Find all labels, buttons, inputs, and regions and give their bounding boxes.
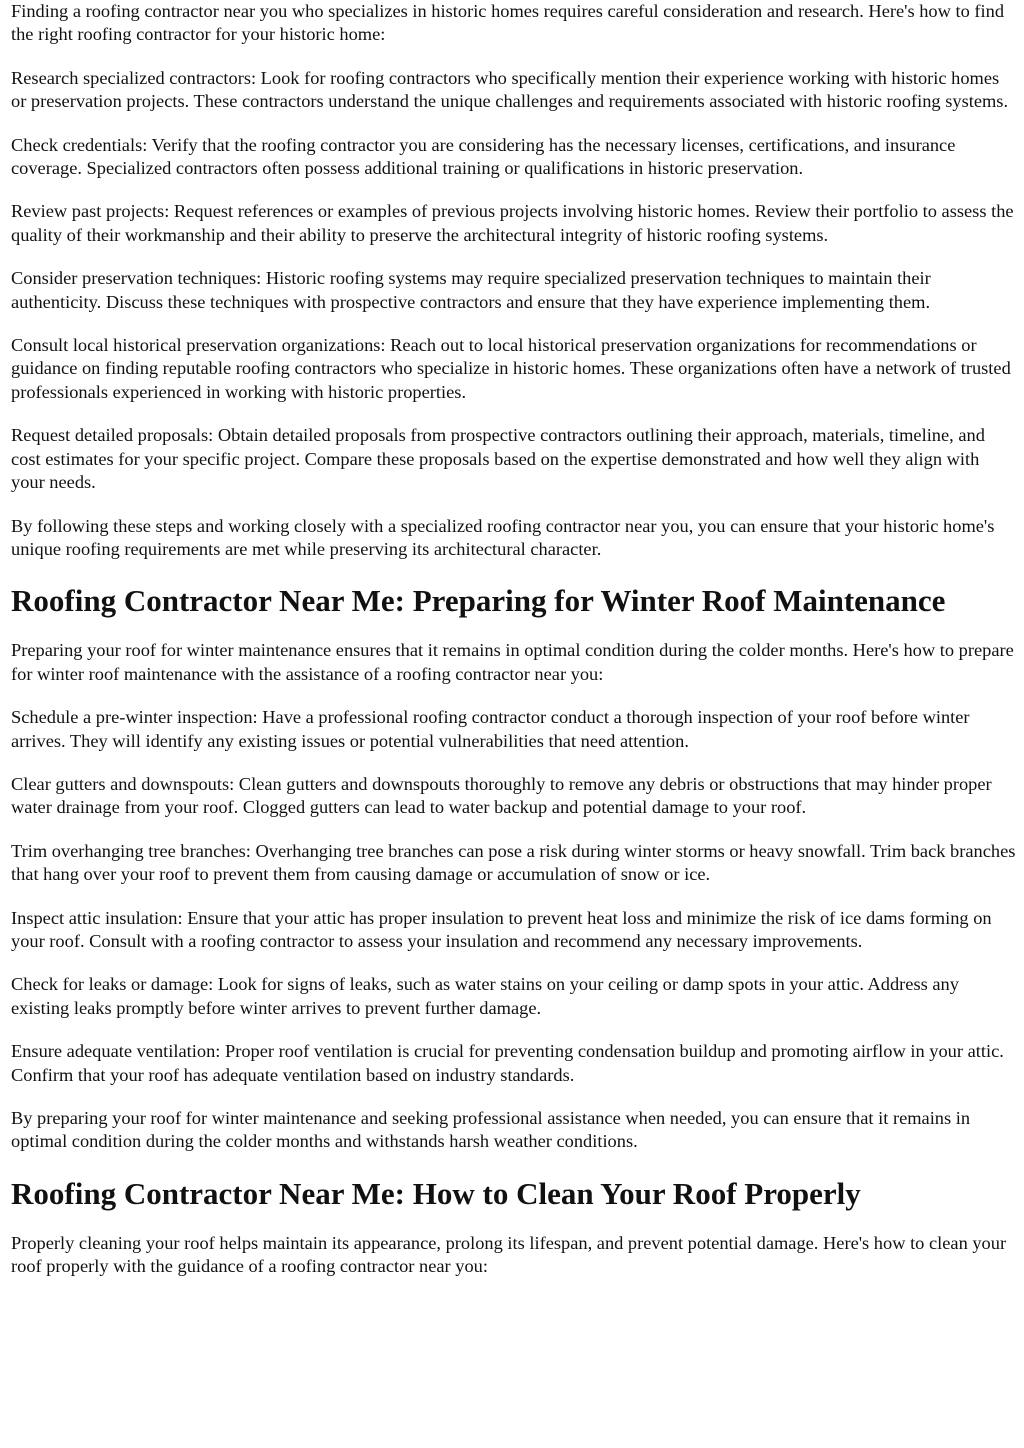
paragraph-check-leaks: Check for leaks or damage: Look for signs of leaks, such as water stains on your ceiling or damp spots in your attic. Address any existing leaks promptly before winter arrives to prevent further damage. [11, 974, 959, 1018]
paragraph-preservation-techniques: Consider preservation techniques: Historic roofing systems may require specialized preservation techniques to maintain their authenticity. Discuss these techniques with prospective contractors and ensure that they have experience implementing them. [11, 268, 931, 312]
paragraph-winter-conclusion: By preparing your roof for winter maintenance and seeking professional assistance when needed, you can ensure that it remains in optimal condition during the colder months and withstands harsh weather conditions. [11, 1108, 971, 1152]
paragraph-intro: Finding a roofing contractor near you who specializes in historic homes requires careful consideration and research. Here's how to find the right roofing contractor for your historic home: [11, 1, 1005, 45]
paragraph-historic-conclusion: By following these steps and working closely with a specialized roofing contractor near you, you can ensure that your historic home's unique roofing requirements are met while preserving its architectural character. [11, 515, 995, 559]
paragraph-attic-insulation: Inspect attic insulation: Ensure that your attic has proper insulation to prevent heat loss and minimize the risk of ice dams forming on your roof. Consult with a roofing contractor to assess your insulation and recommend any necessary improvements. [11, 907, 992, 951]
heading-winter-maintenance: Roofing Contractor Near Me: Preparing for Winter Roof Maintenance [11, 583, 946, 619]
paragraph-review-projects: Review past projects: Request references or examples of previous projects involving historic homes. Review their portfolio to assess the quality of their workmanship and their ability to preserve the architectural integrity of historic roofing systems. [11, 201, 1014, 245]
paragraph-request-proposals: Request detailed proposals: Obtain detailed proposals from prospective contractors outlining their approach, materials, timeline, and cost estimates for your specific project. Compare these proposals based on the expertise demonstrated and how well they align with your needs. [11, 425, 985, 493]
paragraph-check-credentials: Check credentials: Verify that the roofing contractor you are considering has the necessary licenses, certifications, and insurance coverage. Specialized contractors often possess additional training or qualifications in historic preservation. [11, 134, 956, 179]
paragraph-consult-organizations: Consult local historical preservation organizations: Reach out to local historical preservation organizations for recommendations or guidance on finding reputable roofing contractors who specialize in historic homes. These organizations often have a network of trusted professionals experienced in working with historic properties. [11, 335, 1011, 402]
paragraph-ventilation: Ensure adequate ventilation: Proper roof ventilation is crucial for preventing condensation buildup and promoting airflow in your attic. Confirm that your roof has adequate ventilation based on industry standards. [11, 1041, 1004, 1085]
paragraph-winter-intro: Preparing your roof for winter maintenance ensures that it remains in optimal condition during the colder months. Here's how to prepare for winter roof maintenance with the assistance of a roofing contractor near you: [11, 640, 1014, 684]
paragraph-clean-intro: Properly cleaning your roof helps maintain its appearance, prolong its lifespan, and prevent potential damage. Here's how to clean your roof properly with the guidance of a roofing contractor near you: [11, 1232, 1007, 1277]
heading-clean-roof: Roofing Contractor Near Me: How to Clean Your Roof Properly [11, 1175, 861, 1211]
paragraph-clear-gutters: Clear gutters and downspouts: Clean gutters and downspouts thoroughly to remove any debris or obstructions that may hinder proper water drainage from your roof. Clogged gutters can lead to water backup and potential damage to your roof. [11, 773, 992, 818]
paragraph-trim-branches: Trim overhanging tree branches: Overhanging tree branches can pose a risk during winter storms or heavy snowfall. Trim back branches that hang over your roof to prevent them from causing damage or accumulation of snow or ice. [11, 840, 1016, 885]
paragraph-pre-winter-inspection: Schedule a pre-winter inspection: Have a professional roofing contractor conduct a thorough inspection of your roof before winter arrives. They will identify any existing issues or potential vulnerabilities that need attention. [11, 707, 970, 751]
paragraph-research-contractors: Research specialized contractors: Look for roofing contractors who specifically mention their experience working with historic homes or preservation projects. These contractors understand the unique challenges and requirements associated with historic roofing systems. [11, 67, 1009, 112]
